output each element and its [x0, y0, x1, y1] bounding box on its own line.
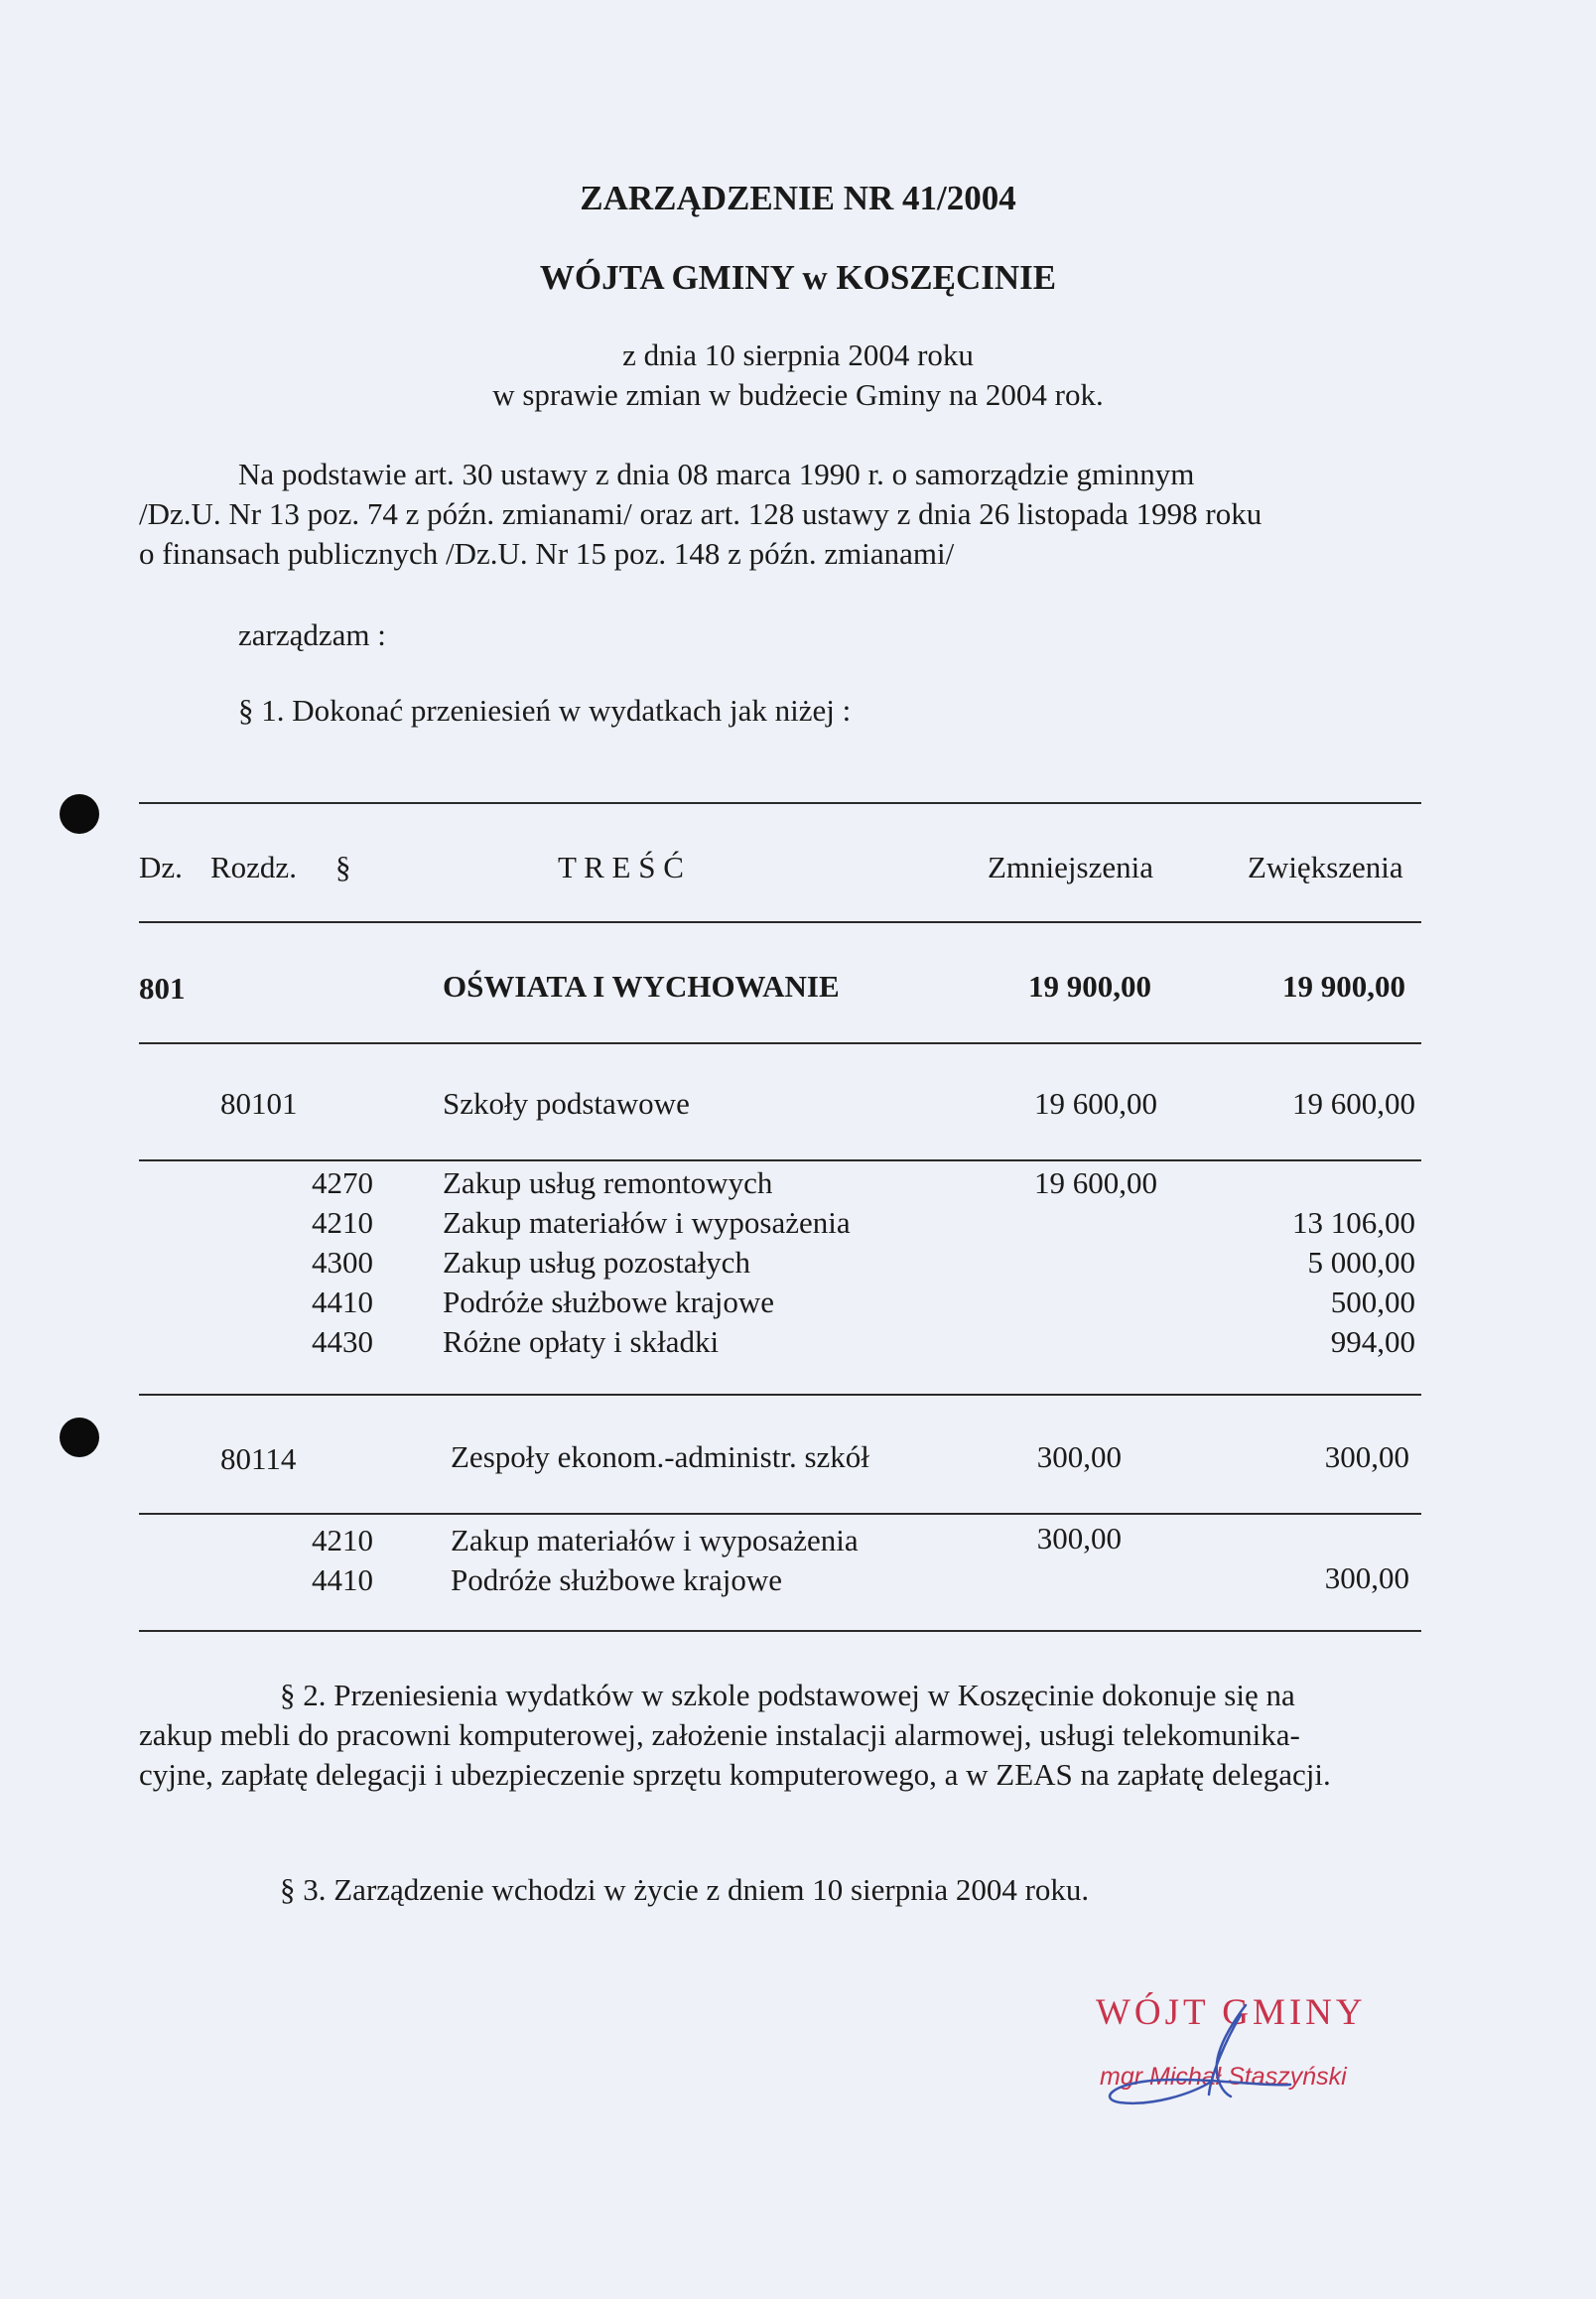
chapter-increase: 19 600,00 — [1292, 1086, 1415, 1121]
item-increase: 500,00 — [1330, 1285, 1415, 1319]
header-dz: Dz. — [139, 850, 183, 884]
table-rule-chapter-end — [139, 1394, 1421, 1396]
header-increase: Zwiększenia — [1248, 850, 1403, 884]
item-increase: 5 000,00 — [1307, 1245, 1415, 1280]
legal-basis-line-2: /Dz.U. Nr 13 poz. 74 z późn. zmianami/ oraz art. 128 ustawy z dnia 26 listopada 1998 roku — [139, 496, 1263, 531]
item-name: Zakup materiałów i wyposażenia — [451, 1523, 859, 1557]
punch-hole-top — [60, 794, 99, 834]
item-decrease: 300,00 — [1036, 1521, 1122, 1555]
issuer-title: WÓJTA GMINY w KOSZĘCINIE — [539, 258, 1057, 297]
paragraph-2-line-1: § 2. Przeniesienia wydatków w szkole podstawowej w Koszęcinie dokonuje się na — [280, 1678, 1295, 1712]
section-dz: 801 — [139, 971, 186, 1006]
chapter-name: Zespoły ekonom.-administr. szkół — [451, 1439, 869, 1474]
table-rule-top — [139, 802, 1421, 804]
header-content: T R E Ś Ć — [558, 850, 684, 884]
item-code: 4210 — [312, 1205, 373, 1240]
item-code: 4210 — [312, 1523, 373, 1557]
item-name: Podróże służbowe krajowe — [451, 1562, 783, 1597]
header-decrease: Zmniejszenia — [988, 850, 1153, 884]
paragraph-1: § 1. Dokonać przeniesień w wydatkach jak niżej : — [238, 693, 852, 728]
chapter-decrease: 300,00 — [1036, 1439, 1122, 1474]
chapter-decrease: 19 600,00 — [1034, 1086, 1157, 1121]
item-code: 4430 — [312, 1324, 373, 1359]
document-date: z dnia 10 sierpnia 2004 roku — [622, 338, 974, 372]
item-code: 4270 — [312, 1165, 373, 1200]
legal-basis-line-1: Na podstawie art. 30 ustawy z dnia 08 marca 1990 r. o samorządzie gminnym — [238, 457, 1195, 491]
table-rule-chapter — [139, 1513, 1421, 1515]
item-code: 4300 — [312, 1245, 373, 1280]
handwritten-signature — [1092, 1985, 1310, 2124]
document-subject: w sprawie zmian w budżecie Gminy na 2004 rok. — [492, 377, 1104, 412]
section-decrease: 19 900,00 — [1028, 969, 1151, 1004]
header-rozdz: Rozdz. — [210, 850, 297, 884]
stamp-title: WÓJT GMINY — [1096, 1992, 1367, 2033]
table-rule-bottom — [139, 1630, 1421, 1632]
item-increase: 994,00 — [1330, 1324, 1415, 1359]
paragraph-3: § 3. Zarządzenie wchodzi w życie z dniem 10 sierpnia 2004 roku. — [280, 1872, 1090, 1907]
table-rule-section — [139, 1042, 1421, 1044]
chapter-code: 80114 — [220, 1441, 297, 1476]
paragraph-2-line-3: cyjne, zapłatę delegacji i ubezpieczenie sprzętu komputerowego, a w ZEAS na zapłatę delegacji. — [139, 1757, 1331, 1792]
item-decrease: 19 600,00 — [1034, 1165, 1157, 1200]
item-code: 4410 — [312, 1285, 373, 1319]
chapter-increase: 300,00 — [1324, 1439, 1409, 1474]
item-name: Różne opłaty i składki — [443, 1324, 720, 1359]
item-code: 4410 — [312, 1562, 373, 1597]
punch-hole-bottom — [60, 1418, 99, 1457]
order-word: zarządzam : — [238, 617, 386, 652]
chapter-name: Szkoły podstawowe — [443, 1086, 690, 1121]
item-name: Podróże służbowe krajowe — [443, 1285, 775, 1319]
item-name: Zakup usług remontowych — [443, 1165, 773, 1200]
chapter-code: 80101 — [220, 1086, 298, 1121]
document-title: ZARZĄDZENIE NR 41/2004 — [580, 179, 1016, 217]
legal-basis-line-3: o finansach publicznych /Dz.U. Nr 15 poz. 148 z późn. zmianami/ — [139, 536, 955, 571]
table-rule-header — [139, 921, 1421, 923]
item-increase: 13 106,00 — [1292, 1205, 1415, 1240]
paragraph-2-line-2: zakup mebli do pracowni komputerowej, założenie instalacji alarmowej, usługi telekomunika- — [139, 1717, 1300, 1752]
section-increase: 19 900,00 — [1282, 969, 1405, 1004]
table-rule-chapter — [139, 1159, 1421, 1161]
header-paragraph: § — [335, 850, 351, 884]
item-name: Zakup materiałów i wyposażenia — [443, 1205, 851, 1240]
item-name: Zakup usług pozostałych — [443, 1245, 750, 1280]
item-increase: 300,00 — [1324, 1560, 1409, 1595]
section-name: OŚWIATA I WYCHOWANIE — [443, 969, 840, 1004]
stamp-name: mgr Michał Staszyński — [1100, 2063, 1347, 2091]
